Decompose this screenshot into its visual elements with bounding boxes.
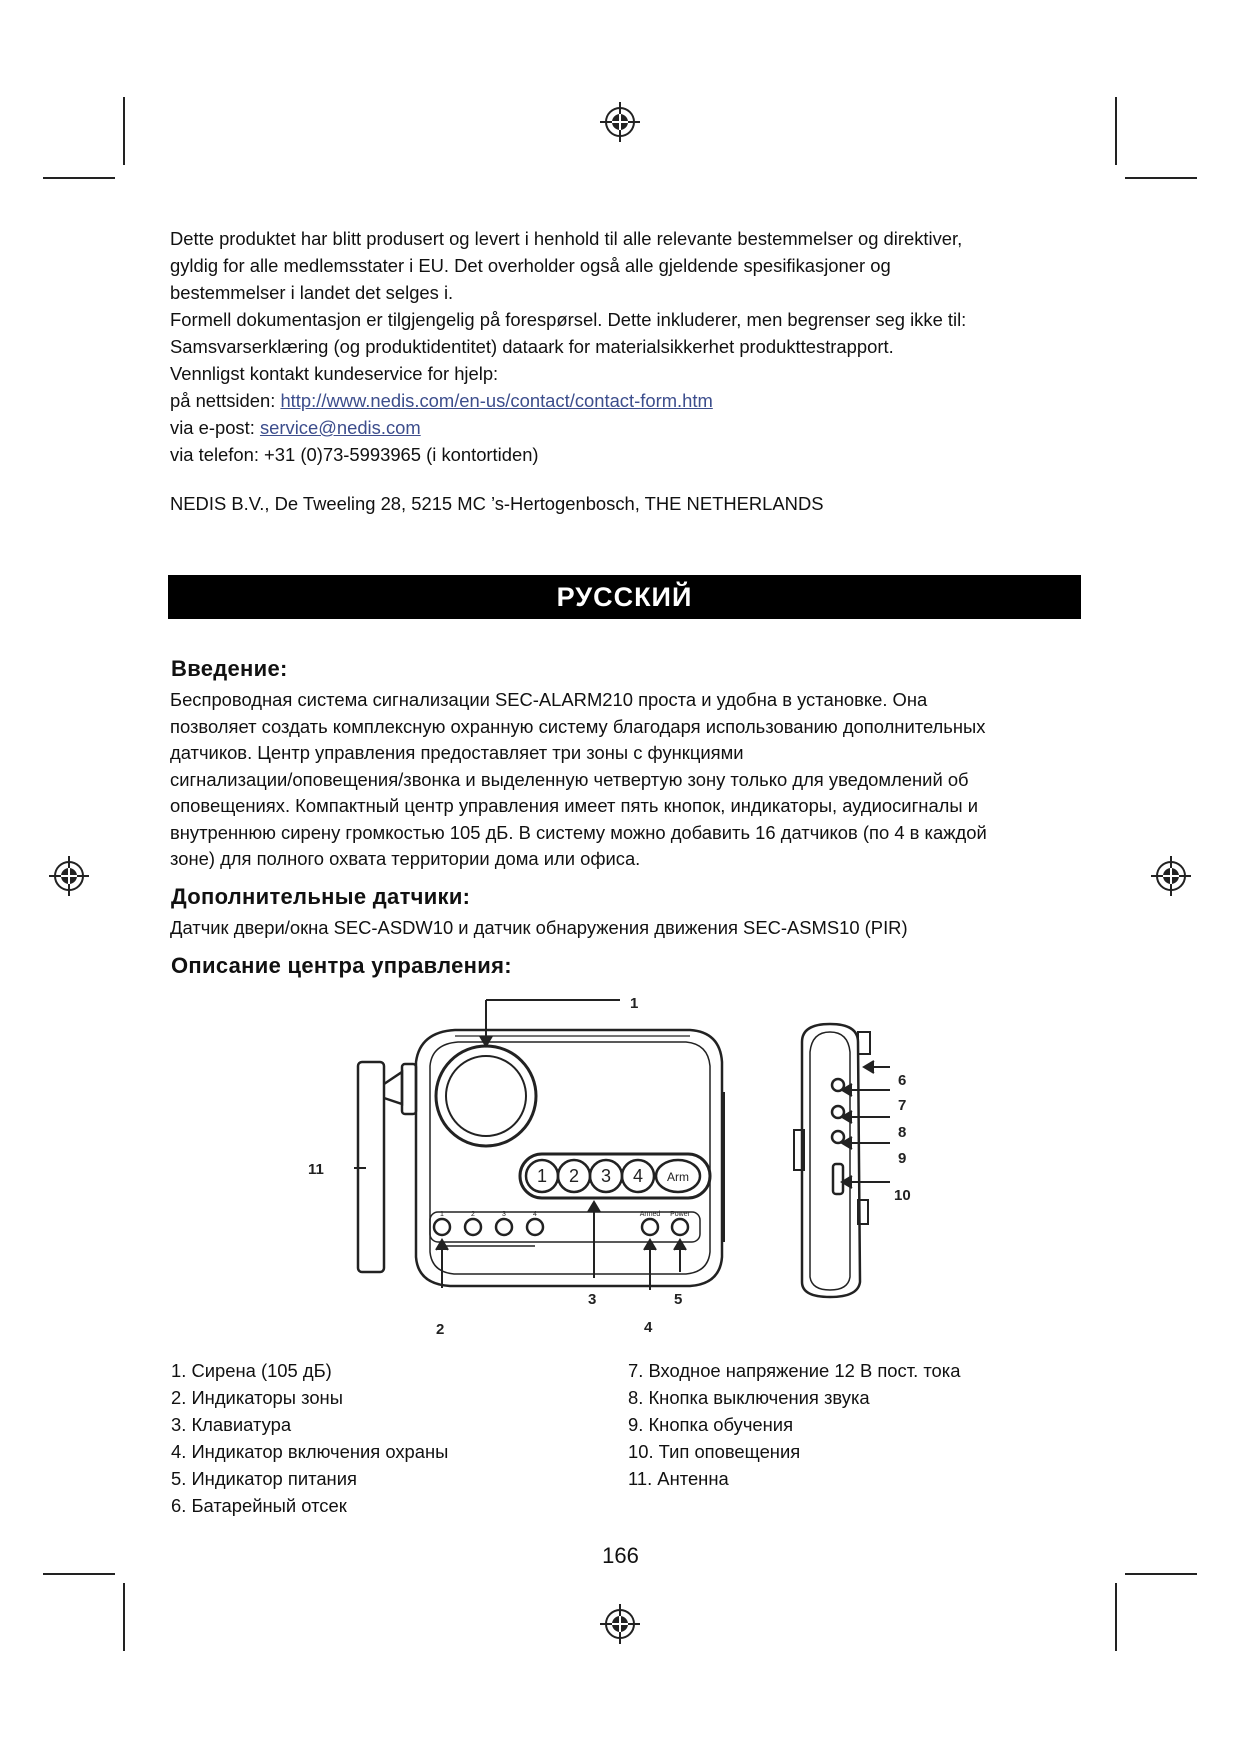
legend-item: 2. Индикаторы зоны: [171, 1387, 343, 1408]
text-line: датчиков. Центр управления предоставляет три зоны с функциями: [170, 742, 744, 763]
text-line: внутреннюю сирену громкостью 105 дБ. В систему можно добавить 16 датчиков (по 4 в каждой: [170, 821, 987, 843]
antenna: [358, 1062, 416, 1272]
legend-item: 3. Клавиатура: [171, 1414, 292, 1435]
text-line: позволяет создать комплексную охранную систему благодаря использованию дополнительных: [170, 715, 986, 737]
legend-item: 5. Индикатор питания: [171, 1468, 357, 1489]
legend-item: 11. Антенна: [628, 1468, 729, 1489]
text-line: Беспроводная система сигнализации SEC-ALARM210 проста и удобна в установке. Она: [170, 689, 928, 710]
crop-mark: [43, 1573, 115, 1575]
text-line: Датчик двери/окна SEC-ASDW10 и датчик обнаружения движения SEC-ASMS10 (PIR): [170, 917, 908, 938]
registration-mark-icon: [49, 856, 89, 896]
norwegian-compliance-text: [170, 225, 1090, 468]
legend-item: 7. Входное напряжение 12 В пост. тока: [628, 1360, 961, 1381]
led-label: 3: [502, 1211, 506, 1218]
page-number: 166: [602, 1543, 639, 1568]
led-label: Armed: [639, 1211, 661, 1218]
text-line: gyldig for alle medlemsstater i EU. Det overholder også alle gjeldende spesifikasjoner og: [170, 255, 891, 276]
language-section-banner: РУССКИЙ: [168, 575, 1081, 619]
callout-2: 2: [436, 1321, 445, 1338]
text-line: Samsvarserklæring (og produktidentitet) dataark for materialsikkerhet produkttestrapport.: [170, 336, 894, 357]
callout-11: 11: [308, 1161, 324, 1178]
contact-form-link[interactable]: http://www.nedis.com/en-us/contact/contact-form.htm: [280, 390, 713, 411]
intro-heading: Введение:: [171, 656, 288, 681]
legend-left: [171, 1357, 448, 1519]
callout-8: 8: [898, 1124, 907, 1141]
service-email-link[interactable]: service@nedis.com: [259, 417, 421, 438]
callout-1: 1: [630, 995, 639, 1012]
keypad-label-1: 1: [536, 1166, 548, 1186]
control-center-side: [794, 1024, 870, 1297]
crop-mark: [1125, 1573, 1197, 1575]
callout-3: 3: [588, 1291, 597, 1308]
sensors-heading: Дополнительные датчики:: [171, 884, 471, 909]
armed-led: [642, 1219, 658, 1235]
zone-led: [465, 1219, 481, 1235]
text-line: зоне) для полного охвата территории дома или офиса.: [170, 848, 641, 869]
zone-led: [434, 1219, 450, 1235]
keypad-label-arm: Arm: [667, 1170, 689, 1184]
crop-mark: [43, 177, 115, 179]
led-label: 1: [440, 1211, 444, 1218]
callout-6: 6: [898, 1072, 907, 1089]
text-line: Formell dokumentasjon er tilgjengelig på forespørsel. Dette inkluderer, men begrenser seg ikke til:: [170, 309, 967, 330]
text-line: оповещениях. Компактный центр управления имеет пять кнопок, индикаторы, аудиосигналы и: [170, 795, 979, 816]
email-line: [170, 414, 1090, 441]
company-address: [170, 490, 1090, 517]
callout-7: 7: [898, 1097, 907, 1114]
callout-4: 4: [644, 1319, 653, 1336]
led-label: 2: [471, 1211, 475, 1218]
text-line: сигнализации/оповещения/звонка и выделенную четвертую зону только для уведомлений об: [170, 768, 969, 790]
email-label: via e-post:: [170, 417, 260, 438]
keypad-label-2: 2: [568, 1166, 580, 1186]
control-panel-diagram: [290, 992, 950, 1340]
legend-item: 8. Кнопка выключения звука: [628, 1387, 870, 1408]
text-line: Vennligst kontakt kundeservice for hjelp:: [170, 363, 499, 384]
legend-item: 9. Кнопка обучения: [628, 1414, 794, 1435]
crop-mark: [123, 97, 125, 165]
text-line: Dette produktet har blitt produsert og levert i henhold til alle relevante bestemmelser og direktiver,: [170, 228, 963, 249]
legend-item: 6. Батарейный отсек: [171, 1495, 347, 1516]
registration-mark-icon: [600, 1604, 640, 1644]
callout-10: 10: [894, 1187, 911, 1204]
zone-led: [496, 1219, 512, 1235]
text-line: bestemmelser i landet det selges i.: [170, 282, 454, 303]
callout-9: 9: [898, 1150, 907, 1167]
callout-5: 5: [674, 1291, 683, 1308]
description-heading: Описание центра управления:: [171, 953, 512, 978]
phone-line: via telefon: +31 (0)73-5993965 (i kontortiden): [170, 444, 539, 465]
crop-mark: [123, 1583, 125, 1651]
keypad-label-3: 3: [600, 1166, 612, 1186]
website-label: på nettsiden:: [170, 390, 281, 411]
legend-item: 10. Тип оповещения: [628, 1441, 801, 1462]
led-label: 4: [533, 1211, 537, 1218]
crop-mark: [1125, 177, 1197, 179]
legend-item: 4. Индикатор включения охраны: [171, 1441, 449, 1462]
registration-mark-icon: [600, 102, 640, 142]
sensors-text: [170, 915, 1090, 942]
keypad-label-4: 4: [632, 1166, 644, 1186]
registration-mark-icon: [1151, 856, 1191, 896]
crop-mark: [1115, 1583, 1117, 1651]
legend-item: 1. Сирена (105 дБ): [171, 1360, 332, 1381]
intro-text: [170, 687, 1090, 873]
crop-mark: [1115, 97, 1117, 165]
legend-right: [628, 1357, 960, 1492]
zone-led: [527, 1219, 543, 1235]
website-line: [170, 387, 1090, 414]
led-label: Power: [670, 1211, 690, 1218]
power-led: [672, 1219, 688, 1235]
address-line: NEDIS B.V., De Tweeling 28, 5215 MC ’s-Hertogenbosch, THE NETHERLANDS: [170, 493, 824, 514]
